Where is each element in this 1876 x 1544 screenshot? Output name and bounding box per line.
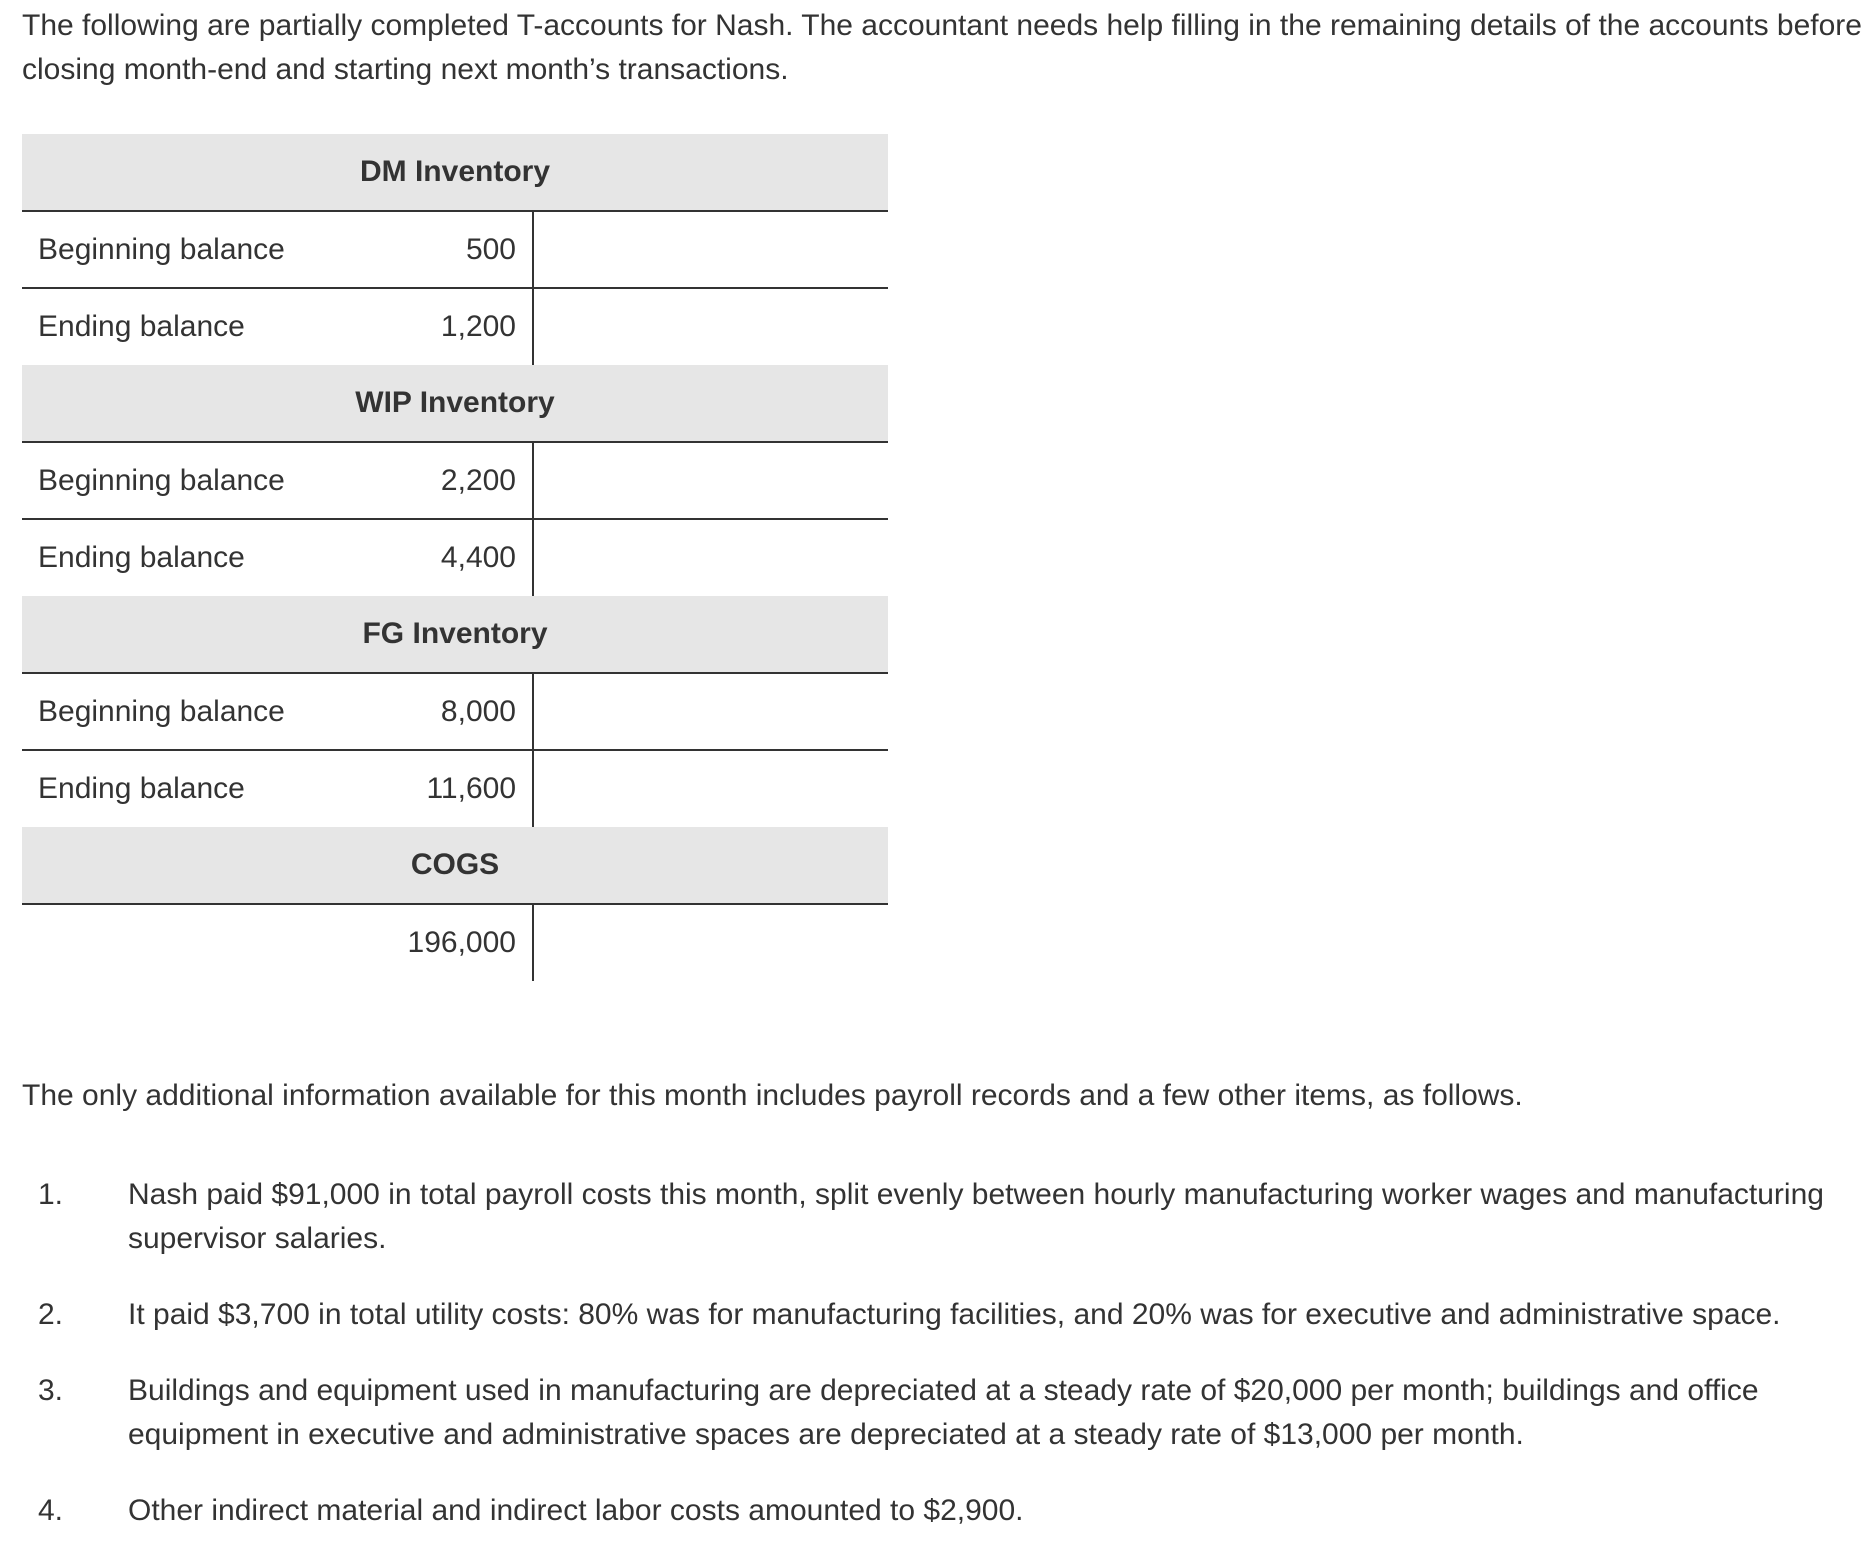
row-label: Beginning balance (22, 211, 378, 288)
row-label: Beginning balance (22, 673, 378, 750)
item-text: Nash paid $91,000 in total payroll costs this month, split evenly between hourly manufacturing worker wages and manufacturing supervisor salaries. (128, 1178, 1824, 1255)
list-item (22, 1293, 1862, 1337)
account-title: FG Inventory (22, 596, 888, 673)
account-row (22, 750, 888, 827)
t-accounts-table (22, 134, 888, 981)
account-row (22, 904, 888, 981)
item-text: Buildings and equipment used in manufacturing are depreciated at a steady rate of $20,000 per month; buildings and office equipment in executive and administrative spaces are depreciated at a steady rate of $13,000 per month. (128, 1374, 1759, 1451)
item-text: It paid $3,700 in total utility costs: 80% was for manufacturing facilities, and 20% was for executive and administrative space. (128, 1298, 1781, 1331)
row-label: Ending balance (38, 310, 245, 343)
debit-amount: 8,000 (378, 673, 533, 750)
credit-cell (533, 288, 888, 365)
account-row (22, 673, 888, 750)
item-number: 4. (38, 1494, 64, 1527)
additional-info-paragraph: The only additional information available for this month includes payroll records and a few other items, as follows. (22, 1079, 1523, 1112)
credit-cell (533, 750, 888, 827)
account-title: COGS (22, 827, 888, 904)
credit-cell (533, 519, 888, 596)
credit-cell (533, 442, 888, 519)
account-row (22, 519, 888, 596)
debit-amount: 500 (378, 211, 533, 288)
debit-amount: 11,600 (378, 750, 533, 827)
additional-items-list (22, 1173, 1862, 1533)
account-title: DM Inventory (22, 134, 888, 211)
row-label: Ending balance (38, 772, 245, 805)
row-label: Beginning balance (22, 442, 378, 519)
account-header-fg-inventory (22, 596, 888, 673)
list-item (22, 1369, 1862, 1457)
list-item (22, 1489, 1862, 1533)
account-header-dm-inventory (22, 134, 888, 211)
credit-cell (533, 673, 888, 750)
list-item (22, 1173, 1862, 1261)
credit-cell (533, 211, 888, 288)
account-row (22, 211, 888, 288)
debit-amount: 196,000 (378, 904, 533, 981)
item-number: 3. (38, 1374, 64, 1407)
debit-amount: 4,400 (378, 519, 533, 596)
account-header-wip-inventory (22, 365, 888, 442)
debit-amount: 1,200 (378, 288, 533, 365)
row-label: Ending balance (38, 541, 245, 574)
item-number: 1. (38, 1178, 64, 1211)
row-label (22, 904, 378, 981)
account-header-cogs (22, 827, 888, 904)
item-number: 2. (38, 1298, 64, 1331)
item-text: Other indirect material and indirect labor costs amounted to $2,900. (128, 1494, 1024, 1527)
account-row (22, 288, 888, 365)
intro-paragraph: The following are partially completed T-accounts for Nash. The accountant needs help filling in the remaining details of the accounts before closing month-end and starting next month’s transactions. (22, 9, 1862, 86)
credit-cell (533, 904, 888, 981)
debit-amount: 2,200 (378, 442, 533, 519)
account-title: WIP Inventory (22, 365, 888, 442)
account-row (22, 442, 888, 519)
